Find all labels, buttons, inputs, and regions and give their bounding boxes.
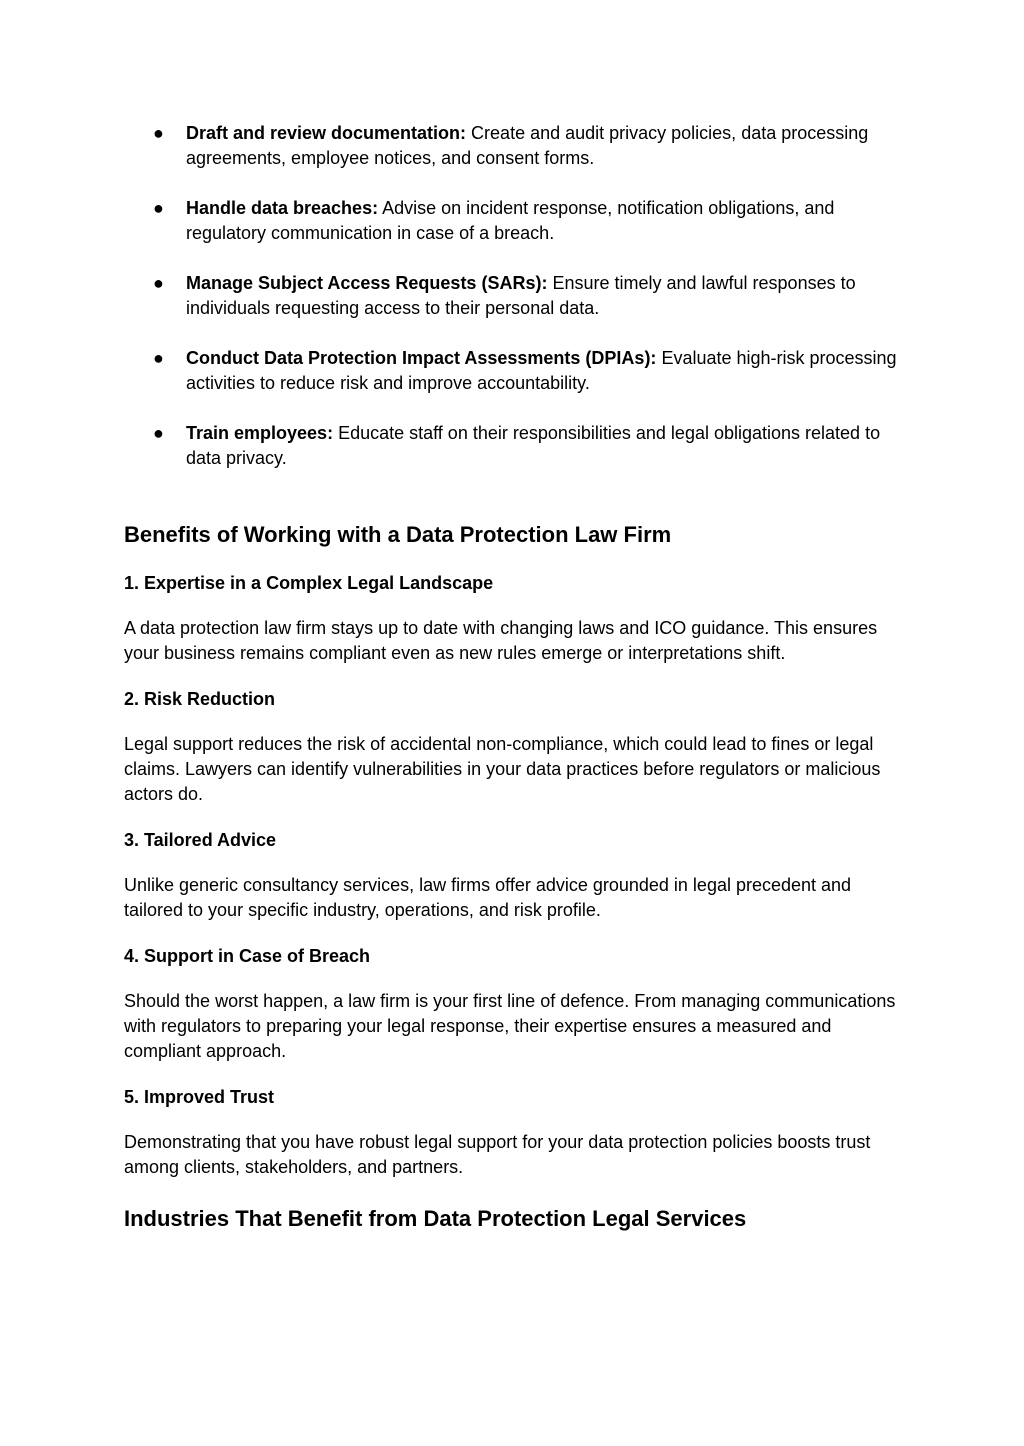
bullet-icon: ● [153,423,164,443]
bullet-title: Manage Subject Access Requests (SARs): [186,273,548,293]
bullet-title: Train employees: [186,423,334,443]
bullet-title: Conduct Data Protection Impact Assessments (DPIAs): [186,348,657,368]
bullet-title: Handle data breaches: [186,198,379,218]
benefit-text-tailored-advice: Unlike generic consultancy services, law firms offer advice grounded in legal precedent and tailored to your specific industry, operations, and risk profile. [124,875,852,920]
bullet-icon: ● [153,123,164,143]
list-item [124,121,904,171]
bullet-icon: ● [153,273,164,293]
bullet-text: Advise on incident response, notification obligations, and regulatory communication in case of a breach. [186,198,835,243]
bullet-title: Draft and review documentation: [186,123,467,143]
benefit-title-breach-support: 4. Support in Case of Breach [124,946,371,966]
benefit-text-breach-support: Should the worst happen, a law firm is your first line of defence. From managing communications with regulators to preparing your legal response, their expertise ensures a measured and compliant approach. [124,991,896,1061]
services-bullet-list [124,121,904,496]
benefit-title-expertise: 1. Expertise in a Complex Legal Landscape [124,573,494,593]
bullet-text: Create and audit privacy policies, data processing agreements, employee notices, and consent forms. [186,123,869,168]
benefits-heading: Benefits of Working with a Data Protection Law Firm [124,522,672,547]
benefit-title-risk-reduction: 2. Risk Reduction [124,689,276,709]
bullet-text: Educate staff on their responsibilities and legal obligations related to data privacy. [186,423,881,468]
list-item [124,196,904,246]
benefit-text-risk-reduction: Legal support reduces the risk of accidental non-compliance, which could lead to fines or legal claims. Lawyers can identify vulnerabilities in your data practices before regulators or malicious actors do. [124,734,881,804]
bullet-icon: ● [153,348,164,368]
bullet-text: Ensure timely and lawful responses to individuals requesting access to their personal data. [186,273,856,318]
industries-heading: Industries That Benefit from Data Protection Legal Services [124,1206,747,1231]
list-item [124,346,904,396]
bullet-text: Evaluate high-risk processing activities to reduce risk and improve accountability. [186,348,897,393]
benefit-title-improved-trust: 5. Improved Trust [124,1087,275,1107]
bullet-icon: ● [153,198,164,218]
benefit-text-improved-trust: Demonstrating that you have robust legal support for your data protection policies boosts trust among clients, stakeholders, and partners. [124,1132,871,1177]
benefit-title-tailored-advice: 3. Tailored Advice [124,830,277,850]
benefit-text-expertise: A data protection law firm stays up to date with changing laws and ICO guidance. This ensures your business remains compliant even as new rules emerge or interpretations shift. [124,618,878,663]
list-item [124,421,904,471]
list-item [124,271,904,321]
